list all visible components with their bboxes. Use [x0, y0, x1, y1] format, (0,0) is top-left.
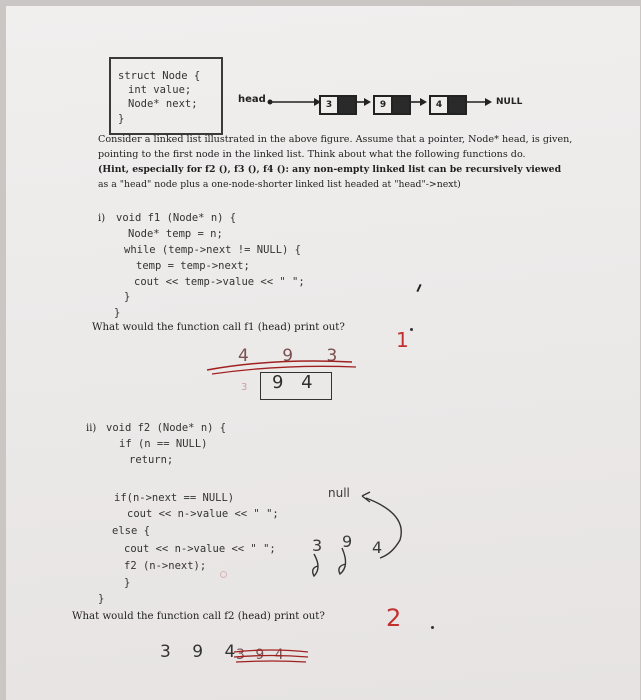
node-pointer — [339, 97, 355, 113]
pen-dot — [410, 328, 413, 331]
struct-definition-box — [109, 57, 223, 135]
code-line: } — [124, 291, 131, 303]
head-label: head — [238, 94, 266, 105]
node-pointer — [393, 97, 409, 113]
question-1-number: i) — [98, 213, 106, 224]
faint-pen-mark — [220, 571, 227, 578]
intro-line-1: Consider a linked list illustrated in the above figure. Assume that a pointer, Node* head, is given, — [98, 134, 573, 145]
code-line: cout << n->value << " "; — [124, 543, 276, 555]
strike-through-lines — [232, 644, 312, 666]
code-line: Node* temp = n; — [128, 228, 223, 240]
struct-line-4: } — [118, 113, 125, 125]
struct-line-1: struct Node { — [118, 70, 201, 82]
grader-mark-1: 1 — [396, 328, 409, 352]
node-value: 4 — [431, 97, 449, 113]
code-line: } — [98, 593, 105, 605]
pen-dot — [431, 626, 434, 629]
code-line: cout << temp->value << " "; — [134, 276, 305, 288]
question-1-prompt: What would the function call f1 (head) print out? — [92, 322, 345, 333]
intro-line-3: (Hint, especially for f2 (), f3 (), f4 (): any non-empty linked list can be recursively viewed — [98, 164, 562, 175]
code-line: if (n == NULL) — [119, 438, 208, 450]
code-line: if(n->next == NULL) — [114, 492, 235, 504]
list-node-2 — [373, 95, 411, 115]
handwritten-faint-digit: 3 — [241, 382, 248, 393]
pen-mark — [416, 284, 421, 292]
code-line: } — [124, 577, 131, 589]
struct-line-3: Node* next; — [128, 98, 198, 110]
code-line: void f2 (Node* n) { — [106, 422, 227, 434]
handwritten-null-note: null — [328, 486, 350, 500]
code-line: void f1 (Node* n) { — [116, 212, 237, 224]
intro-line-2: pointing to the first node in the linked list. Think about what the following functions do. — [98, 149, 526, 160]
node-pointer — [449, 97, 465, 113]
node-value: 3 — [321, 97, 339, 113]
code-line: while (temp->next != NULL) { — [124, 244, 302, 256]
handwritten-trace-value: 9 — [342, 532, 353, 551]
code-line: f2 (n->next); — [124, 560, 207, 572]
code-line: } — [114, 307, 121, 319]
struct-line-2: int value; — [128, 84, 192, 96]
node-value: 9 — [375, 97, 393, 113]
code-line: else { — [112, 525, 150, 537]
question-2-prompt: What would the function call f2 (head) print out? — [72, 611, 325, 622]
handwritten-crossed-answer-1: 4 9 3 — [238, 346, 352, 366]
handwritten-trace-value: 3 — [312, 536, 323, 555]
code-line: cout << n->value << " "; — [127, 508, 279, 520]
handwritten-answer-2: 3 9 4 — [160, 642, 244, 662]
worksheet-page — [6, 6, 640, 700]
null-label: NULL — [496, 97, 523, 107]
list-node-3 — [429, 95, 467, 115]
question-2-number: ii) — [86, 423, 97, 434]
handwritten-crossed-answer-2: 3 9 4 — [236, 647, 287, 663]
intro-line-4: as a "head" node plus a one-node-shorter linked list headed at "head"->next) — [98, 179, 461, 190]
grader-mark-2: 2 — [386, 604, 402, 632]
code-line: temp = temp->next; — [136, 260, 250, 272]
handwritten-answer-1: 9 4 — [272, 372, 319, 393]
list-node-1 — [319, 95, 357, 115]
handwritten-trace-value: 4 — [372, 538, 383, 557]
code-line: return; — [129, 454, 174, 466]
